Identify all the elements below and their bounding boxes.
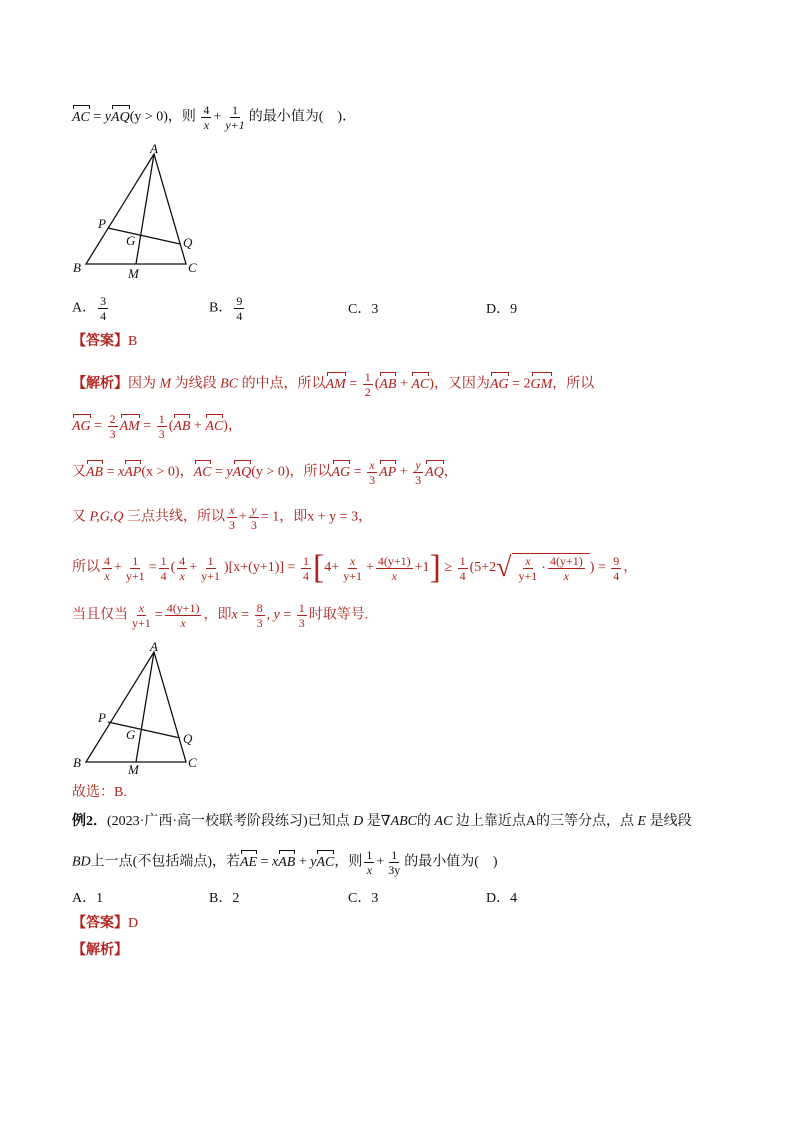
analysis-1-line-6: 当且仅当 $\frac{x}{y+1}$ = $\frac{4(y+1)}{x}$ ，即x = $\frac{8}{3}$ , y = $\frac{1}{3}$ 时取等号. — [72, 601, 369, 630]
frac-1-over-y1: $\frac{1}{y+1}$ — [225, 103, 245, 132]
q1-option-c: C．3 — [348, 302, 379, 317]
label-A: A — [150, 142, 158, 156]
q1-option-a: A． $\frac{3}{4}$ — [72, 294, 107, 323]
q1-condition-tail: (y > 0)，则 — [129, 109, 196, 125]
q1-condition: AC = yAQ(y > 0)，则 $\frac{4}{x}$ + $\frac{1}{y+1}$ 的最小值为( )． — [72, 103, 357, 132]
label-A-2: A — [150, 640, 158, 654]
analysis-1-line-1: 【解析】因为 M 为线段 BC 的中点，所以AM = $\frac{1}{2}$ (AB + AC)，又因为AG = 2GM，所以 — [72, 370, 595, 399]
label-B-2: B — [73, 755, 81, 770]
analysis-1-line-2: AG = $\frac{2}{3}$ AM = $\frac{1}{3}$ (AB + AC)， — [72, 412, 242, 441]
q1-option-b: B． $\frac{9}{4}$ — [209, 294, 243, 323]
label-P-2: P — [98, 710, 106, 725]
label-C-2: C — [188, 755, 197, 770]
q2-option-d: D．4 — [486, 891, 518, 906]
analysis-1-line-3: 又AB = xAP(x > 0)，AC = yAQ(y > 0)，所以AG = $\frac{x}{3}$ AP + $\frac{y}{3}$ AQ， — [72, 458, 458, 487]
label-Q: Q — [183, 235, 193, 250]
label-B: B — [73, 260, 81, 275]
vec-AC: AC — [72, 108, 90, 128]
label-M: M — [128, 266, 139, 281]
triangle-figure-2 — [70, 640, 210, 780]
analysis-2: 【解析】 — [72, 943, 128, 958]
label-Q-2: Q — [183, 731, 193, 746]
q2-option-a: A．1 — [72, 891, 104, 906]
q2-line-1: 例2．(2023·广西·高一校联考阶段练习)已知点 D 是∇ABC的 AC 边上靠近点A的三等分点，点 E 是线段 — [72, 814, 692, 829]
answer-1: 【答案】B — [72, 334, 138, 349]
label-G-2: G — [126, 727, 136, 742]
triangle-figure-1 — [70, 142, 210, 282]
q2-option-c: C．3 — [348, 891, 379, 906]
answer-2: 【答案】D — [72, 916, 139, 931]
label-G: G — [126, 233, 136, 248]
q1-ask: 的最小值为( )． — [248, 109, 357, 125]
q2-option-b: B．2 — [209, 891, 240, 906]
choose-1: 故选：B. — [72, 785, 127, 800]
q1-option-d: D．9 — [486, 302, 518, 317]
label-P: P — [98, 216, 106, 231]
label-C: C — [188, 260, 197, 275]
vec-AQ: AQ — [111, 108, 130, 128]
q2-line-2: BD上一点(不包括端点)，若AE = xAB + yAC，则 $\frac{1}{x}$ + $\frac{1}{3y}$ 的最小值为( ) — [72, 848, 498, 877]
analysis-1-line-5: 所以 $\frac{4}{x}$ + $\frac{1}{y+1}$ = $\frac{1}{4}$ ( $\frac{4}{x}$ + $\frac{1}{y+1}$ )[x+(y+1)] = $\frac{1}{4}$ [4+ $\frac{x}{y+1}$ + $\frac{4(y+1)}{x}$ +1] ≥ $\frac{1}{4}$ (5+2 √ $\frac{x}{y+1}$ · $\frac{4(y+1)}{x}$ ) = $\frac{9}{4}$ ， — [72, 549, 638, 586]
label-M-2: M — [128, 762, 139, 777]
frac-4-over-x: $\frac{4}{x}$ — [203, 103, 210, 132]
analysis-1-line-4: 又 P,G,Q 三点共线，所以 $\frac{x}{3}$ + $\frac{y}{3}$ = 1，即x + y = 3， — [72, 503, 373, 532]
